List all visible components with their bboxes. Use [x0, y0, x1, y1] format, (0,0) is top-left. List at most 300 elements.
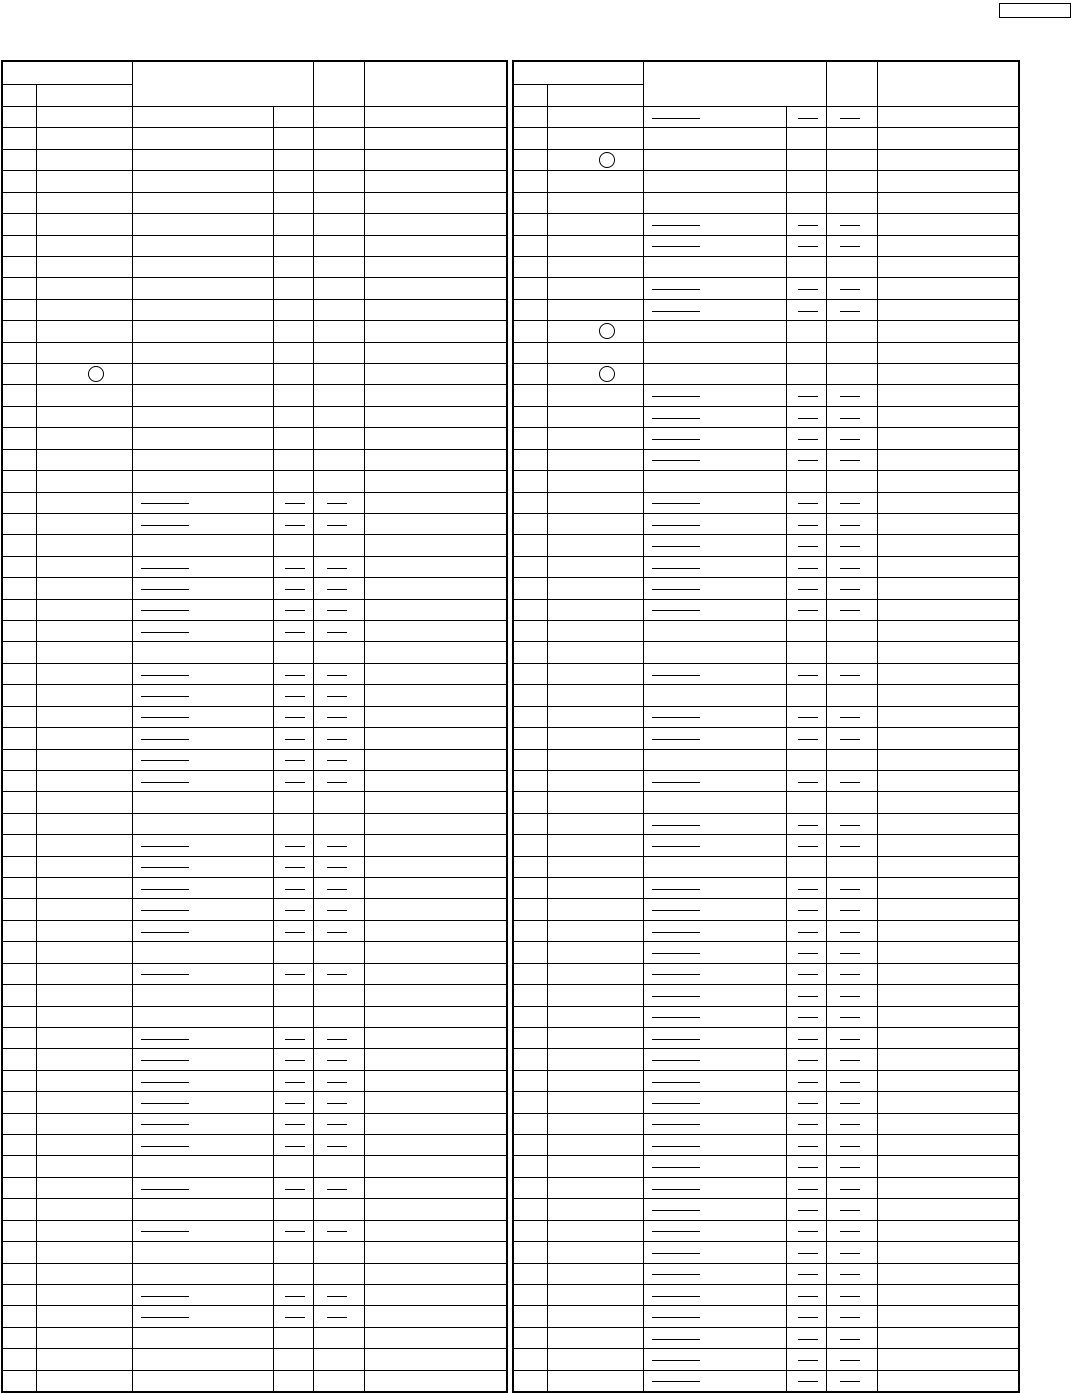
row-rule: [514, 470, 1018, 471]
qty-dash-mark: [285, 1103, 305, 1104]
part-line-mark: [652, 1039, 700, 1040]
row-rule: [3, 127, 506, 128]
part-line-mark: [141, 675, 189, 676]
row-rule: [514, 941, 1018, 942]
qty-dash-mark: [798, 546, 818, 547]
part-line-mark: [652, 1339, 700, 1340]
row-rule: [3, 813, 506, 814]
qty-dash-mark: [798, 418, 818, 419]
qty-dash-mark: [285, 503, 305, 504]
qty-dash-mark: [327, 675, 347, 676]
row-rule: [3, 599, 506, 600]
part-line-mark: [652, 1060, 700, 1061]
qty-dash-mark: [285, 525, 305, 526]
part-line-mark: [141, 932, 189, 933]
group-header-rule: [514, 84, 643, 85]
row-rule: [3, 727, 506, 728]
qty-dash-mark: [798, 460, 818, 461]
part-line-mark: [652, 996, 700, 997]
qty-dash-mark: [840, 1339, 860, 1340]
part-line-mark: [652, 1167, 700, 1168]
qty-dash-mark: [327, 1189, 347, 1190]
qty-dash-mark: [840, 1082, 860, 1083]
part-line-mark: [652, 953, 700, 954]
row-rule: [514, 1027, 1018, 1028]
part-line-mark: [141, 525, 189, 526]
row-rule: [514, 1198, 1018, 1199]
part-line-mark: [652, 246, 700, 247]
part-line-mark: [652, 225, 700, 226]
part-line-mark: [652, 1082, 700, 1083]
row-rule: [3, 213, 506, 214]
row-rule: [3, 1198, 506, 1199]
row-rule: [514, 235, 1018, 236]
qty-dash-mark: [285, 632, 305, 633]
qty-dash-mark: [840, 1146, 860, 1147]
qty-dash-mark: [840, 610, 860, 611]
row-rule: [514, 641, 1018, 642]
qty-dash-mark: [798, 1381, 818, 1382]
qty-dash-mark: [798, 1339, 818, 1340]
qty-dash-mark: [840, 1124, 860, 1125]
row-rule: [3, 235, 506, 236]
qty-dash-mark: [285, 610, 305, 611]
qty-dash-mark: [840, 503, 860, 504]
row-rule: [514, 813, 1018, 814]
qty-dash-mark: [327, 1103, 347, 1104]
qty-dash-mark: [840, 1317, 860, 1318]
part-line-mark: [141, 1231, 189, 1232]
row-rule: [514, 791, 1018, 792]
qty-dash-mark: [798, 589, 818, 590]
row-rule: [514, 1070, 1018, 1071]
qty-dash-mark: [285, 1189, 305, 1190]
qty-dash-mark: [840, 1360, 860, 1361]
row-rule: [514, 1134, 1018, 1135]
qty-dash-mark: [798, 889, 818, 890]
row-rule: [514, 127, 1018, 128]
qty-dash-mark: [327, 568, 347, 569]
row-rule: [514, 449, 1018, 450]
qty-dash-mark: [285, 910, 305, 911]
qty-dash-mark: [840, 1103, 860, 1104]
part-line-mark: [652, 1189, 700, 1190]
qty-dash-mark: [840, 118, 860, 119]
part-line-mark: [652, 1210, 700, 1211]
row-rule: [3, 1091, 506, 1092]
qty-dash-mark: [798, 289, 818, 290]
qty-dash-mark: [798, 1017, 818, 1018]
qty-dash-mark: [840, 1210, 860, 1211]
qty-dash-mark: [798, 675, 818, 676]
part-line-mark: [652, 1296, 700, 1297]
row-rule: [3, 449, 506, 450]
qty-dash-mark: [798, 525, 818, 526]
part-line-mark: [141, 1060, 189, 1061]
qty-dash-mark: [840, 1274, 860, 1275]
part-line-mark: [141, 1189, 189, 1190]
row-rule: [3, 1070, 506, 1071]
qty-dash-mark: [840, 675, 860, 676]
part-line-mark: [652, 1274, 700, 1275]
part-line-mark: [652, 311, 700, 312]
row-rule: [3, 663, 506, 664]
row-rule: [514, 727, 1018, 728]
row-rule: [514, 277, 1018, 278]
qty-dash-mark: [285, 867, 305, 868]
row-rule: [3, 684, 506, 685]
row-rule: [514, 256, 1018, 257]
qty-dash-mark: [798, 503, 818, 504]
row-rule: [514, 320, 1018, 321]
qty-dash-mark: [798, 1189, 818, 1190]
col-rule-no: [547, 84, 548, 1391]
row-rule: [514, 363, 1018, 364]
page-number-box: [999, 3, 1071, 18]
qty-dash-mark: [327, 932, 347, 933]
qty-dash-mark: [840, 225, 860, 226]
row-rule: [3, 427, 506, 428]
part-line-mark: [141, 632, 189, 633]
qty-dash-mark: [798, 118, 818, 119]
qty-dash-mark: [327, 760, 347, 761]
qty-dash-mark: [285, 932, 305, 933]
row-rule: [3, 749, 506, 750]
part-line-mark: [652, 439, 700, 440]
row-rule: [514, 213, 1018, 214]
row-rule: [3, 920, 506, 921]
part-line-mark: [141, 1082, 189, 1083]
qty-dash-mark: [840, 1381, 860, 1382]
row-rule: [514, 1177, 1018, 1178]
qty-dash-mark: [285, 1317, 305, 1318]
qty-dash-mark: [327, 1146, 347, 1147]
row-rule: [514, 534, 1018, 535]
qty-dash-mark: [327, 1082, 347, 1083]
qty-dash-mark: [798, 996, 818, 997]
row-rule: [514, 1006, 1018, 1007]
qty-dash-mark: [798, 953, 818, 954]
part-line-mark: [141, 717, 189, 718]
row-rule: [3, 1155, 506, 1156]
qty-dash-mark: [798, 396, 818, 397]
part-line-mark: [652, 825, 700, 826]
part-line-mark: [652, 525, 700, 526]
qty-dash-mark: [840, 889, 860, 890]
row-rule: [3, 1305, 506, 1306]
qty-dash-mark: [840, 846, 860, 847]
row-rule: [514, 577, 1018, 578]
parts-table-left: [1, 60, 508, 1393]
row-rule: [514, 1155, 1018, 1156]
part-line-mark: [652, 1017, 700, 1018]
part-line-mark: [652, 675, 700, 676]
qty-dash-mark: [840, 1253, 860, 1254]
part-line-mark: [652, 589, 700, 590]
qty-dash-mark: [798, 311, 818, 312]
row-rule: [514, 513, 1018, 514]
qty-dash-mark: [798, 1360, 818, 1361]
qty-dash-mark: [285, 1231, 305, 1232]
part-line-mark: [141, 1296, 189, 1297]
part-line-mark: [141, 846, 189, 847]
row-rule: [514, 984, 1018, 985]
row-rule: [3, 1113, 506, 1114]
qty-dash-mark: [285, 675, 305, 676]
row-rule: [514, 406, 1018, 407]
qty-dash-mark: [798, 439, 818, 440]
row-rule: [3, 1027, 506, 1028]
qty-dash-mark: [798, 932, 818, 933]
row-rule: [514, 684, 1018, 685]
qty-dash-mark: [840, 1167, 860, 1168]
row-rule: [3, 770, 506, 771]
circled-mark: [599, 323, 615, 339]
part-line-mark: [652, 1231, 700, 1232]
part-line-mark: [652, 1103, 700, 1104]
part-line-mark: [141, 1317, 189, 1318]
part-line-mark: [652, 460, 700, 461]
row-rule: [3, 620, 506, 621]
qty-dash-mark: [285, 760, 305, 761]
part-line-mark: [652, 610, 700, 611]
part-line-mark: [141, 1146, 189, 1147]
qty-dash-mark: [285, 1146, 305, 1147]
qty-dash-mark: [840, 910, 860, 911]
qty-dash-mark: [327, 589, 347, 590]
row-rule: [514, 749, 1018, 750]
qty-dash-mark: [798, 568, 818, 569]
qty-dash-mark: [327, 1124, 347, 1125]
row-rule: [3, 534, 506, 535]
qty-dash-mark: [840, 1039, 860, 1040]
qty-dash-mark: [798, 1231, 818, 1232]
row-rule: [3, 941, 506, 942]
row-rule: [514, 384, 1018, 385]
part-line-mark: [652, 1317, 700, 1318]
row-rule: [3, 256, 506, 257]
part-line-mark: [141, 760, 189, 761]
part-line-mark: [652, 889, 700, 890]
row-rule: [3, 1006, 506, 1007]
row-rule: [514, 663, 1018, 664]
row-rule: [514, 492, 1018, 493]
qty-dash-mark: [327, 610, 347, 611]
part-line-mark: [652, 396, 700, 397]
row-rule: [3, 898, 506, 899]
parts-table-right: [512, 60, 1020, 1393]
row-rule: [514, 770, 1018, 771]
qty-dash-mark: [840, 589, 860, 590]
qty-dash-mark: [285, 1082, 305, 1083]
qty-dash-mark: [840, 953, 860, 954]
row-rule: [3, 513, 506, 514]
qty-dash-mark: [327, 1317, 347, 1318]
qty-dash-mark: [285, 889, 305, 890]
qty-dash-mark: [798, 1082, 818, 1083]
qty-dash-mark: [840, 1060, 860, 1061]
qty-dash-mark: [327, 846, 347, 847]
qty-dash-mark: [798, 717, 818, 718]
row-rule: [3, 277, 506, 278]
row-rule: [514, 192, 1018, 193]
qty-dash-mark: [285, 696, 305, 697]
part-line-mark: [141, 610, 189, 611]
qty-dash-mark: [798, 825, 818, 826]
part-line-mark: [141, 867, 189, 868]
header-bottom-rule: [514, 106, 1018, 107]
row-rule: [3, 149, 506, 150]
part-line-mark: [652, 717, 700, 718]
qty-dash-mark: [798, 910, 818, 911]
qty-dash-mark: [840, 825, 860, 826]
qty-dash-mark: [327, 717, 347, 718]
part-line-mark: [652, 1253, 700, 1254]
qty-dash-mark: [798, 1274, 818, 1275]
row-rule: [3, 406, 506, 407]
row-rule: [514, 963, 1018, 964]
qty-dash-mark: [798, 610, 818, 611]
qty-dash-mark: [840, 568, 860, 569]
group-header-rule: [3, 84, 132, 85]
part-line-mark: [652, 118, 700, 119]
qty-dash-mark: [285, 739, 305, 740]
part-line-mark: [141, 739, 189, 740]
qty-dash-mark: [327, 632, 347, 633]
row-rule: [3, 1370, 506, 1371]
row-rule: [514, 1370, 1018, 1371]
qty-dash-mark: [327, 503, 347, 504]
qty-dash-mark: [840, 439, 860, 440]
qty-dash-mark: [327, 739, 347, 740]
qty-dash-mark: [840, 289, 860, 290]
part-line-mark: [652, 1146, 700, 1147]
row-rule: [514, 1220, 1018, 1221]
qty-dash-mark: [327, 910, 347, 911]
qty-dash-mark: [798, 974, 818, 975]
part-line-mark: [652, 910, 700, 911]
qty-dash-mark: [327, 696, 347, 697]
part-line-mark: [652, 1124, 700, 1125]
row-rule: [514, 706, 1018, 707]
row-rule: [3, 963, 506, 964]
qty-dash-mark: [285, 1296, 305, 1297]
row-rule: [514, 620, 1018, 621]
part-line-mark: [652, 846, 700, 847]
row-rule: [514, 299, 1018, 300]
part-line-mark: [652, 546, 700, 547]
qty-dash-mark: [327, 1039, 347, 1040]
qty-dash-mark: [840, 932, 860, 933]
row-rule: [3, 1048, 506, 1049]
row-rule: [514, 877, 1018, 878]
qty-dash-mark: [798, 1167, 818, 1168]
header-bottom-rule: [3, 106, 506, 107]
row-rule: [514, 1284, 1018, 1285]
part-line-mark: [141, 1103, 189, 1104]
qty-dash-mark: [285, 589, 305, 590]
qty-dash-mark: [285, 1124, 305, 1125]
qty-dash-mark: [798, 782, 818, 783]
row-rule: [3, 342, 506, 343]
qty-dash-mark: [798, 225, 818, 226]
row-rule: [3, 856, 506, 857]
qty-dash-mark: [840, 974, 860, 975]
part-line-mark: [652, 782, 700, 783]
row-rule: [3, 1220, 506, 1221]
qty-dash-mark: [840, 546, 860, 547]
qty-dash-mark: [327, 782, 347, 783]
qty-dash-mark: [285, 1039, 305, 1040]
part-line-mark: [652, 289, 700, 290]
row-rule: [514, 1348, 1018, 1349]
qty-dash-mark: [285, 1060, 305, 1061]
part-line-mark: [141, 782, 189, 783]
row-rule: [3, 470, 506, 471]
qty-dash-mark: [285, 782, 305, 783]
qty-dash-mark: [798, 246, 818, 247]
part-line-mark: [141, 889, 189, 890]
circled-mark: [88, 366, 104, 382]
qty-dash-mark: [840, 460, 860, 461]
qty-dash-mark: [840, 782, 860, 783]
row-rule: [3, 384, 506, 385]
row-rule: [3, 984, 506, 985]
row-rule: [3, 170, 506, 171]
part-line-mark: [652, 503, 700, 504]
col-rule-no: [36, 84, 37, 1391]
qty-dash-mark: [798, 1039, 818, 1040]
qty-dash-mark: [327, 1060, 347, 1061]
qty-dash-mark: [798, 1103, 818, 1104]
qty-dash-mark: [798, 1124, 818, 1125]
part-line-mark: [652, 1381, 700, 1382]
row-rule: [3, 192, 506, 193]
qty-dash-mark: [798, 739, 818, 740]
row-rule: [3, 1263, 506, 1264]
row-rule: [514, 1327, 1018, 1328]
row-rule: [3, 877, 506, 878]
qty-dash-mark: [327, 974, 347, 975]
row-rule: [3, 577, 506, 578]
row-rule: [514, 1305, 1018, 1306]
part-line-mark: [652, 1360, 700, 1361]
qty-dash-mark: [798, 846, 818, 847]
qty-dash-mark: [840, 396, 860, 397]
row-rule: [3, 1348, 506, 1349]
row-rule: [514, 1263, 1018, 1264]
part-line-mark: [652, 739, 700, 740]
row-rule: [514, 1113, 1018, 1114]
row-rule: [3, 834, 506, 835]
qty-dash-mark: [327, 867, 347, 868]
row-rule: [514, 1048, 1018, 1049]
qty-dash-mark: [285, 974, 305, 975]
row-rule: [514, 342, 1018, 343]
qty-dash-mark: [327, 889, 347, 890]
row-rule: [514, 1091, 1018, 1092]
row-rule: [3, 1241, 506, 1242]
qty-dash-mark: [285, 717, 305, 718]
row-rule: [3, 791, 506, 792]
row-rule: [514, 1241, 1018, 1242]
qty-dash-mark: [798, 1253, 818, 1254]
qty-dash-mark: [798, 1317, 818, 1318]
qty-dash-mark: [285, 568, 305, 569]
qty-dash-mark: [798, 1060, 818, 1061]
part-line-mark: [141, 910, 189, 911]
qty-dash-mark: [840, 1296, 860, 1297]
